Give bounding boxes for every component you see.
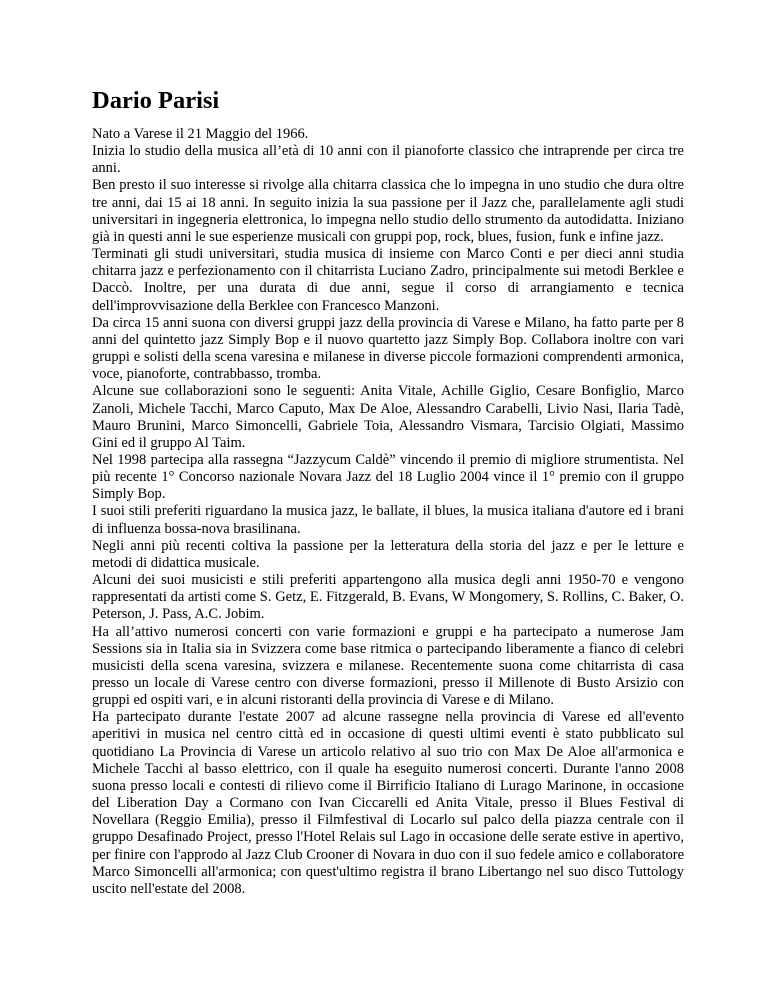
paragraph-birth: Nato a Varese il 21 Maggio del 1966. <box>92 126 309 142</box>
paragraph-styles: I suoi stili preferiti riguardano la musica jazz, le ballate, il blues, la musica italiana d'autore ed i brani di influenza bossa-nova brasilinana. <box>92 503 684 537</box>
paragraph-concerts: Ha all’attivo numerosi concerti con varie formazioni e gruppi e ha partecipato a numerose Jam Sessions sia in Italia sia in Svizzera come base ritmica o partecipando liberamente a fianco di celebri musicisti della scena varesina, svizzera e milanese. Recentemente suona come chitarrista di casa presso un locale di Varese centro con diverse formazioni, presso il Millenote di Busto Arsizio con gruppi ed ospiti vari, e in alcuni ristoranti della provincia di Varese e di Milano. <box>92 623 684 709</box>
paragraph-jazz-training: Terminati gli studi universitari, studia musica di insieme con Marco Conti e per dieci anni studia chitarra jazz e perfezionamento con il chitarrista Luciano Zadro, principalmente sui metodi Berklee e Daccò. Inoltre, per una durata di due anni, segue il corso di arrangiamento e tecnica dell'improvvisazione della Berklee con Francesco Manzoni. <box>92 246 684 314</box>
document-title: Dario Parisi <box>92 87 220 114</box>
paragraph-favorite-musicians: Alcuni dei suoi musicisti e stili preferiti appartengono alla musica degli anni 1950-70 e vengono rappresentati da artisti come S. Getz, E. Fitzgerald, B. Evans, W Mongomery, S. Rollins, C. Baker, O. Peterson, J. Pass, A.C. Jobim. <box>92 572 684 623</box>
paragraph-piano-studies: Inizia lo studio della musica all’età di 10 anni con il pianoforte classico che intraprende per circa tre anni. <box>92 143 684 177</box>
paragraph-awards: Nel 1998 partecipa alla rassegna “Jazzycum Caldè” vincendo il premio di migliore strumentista. Nel più recente 1° Concorso nazionale Novara Jazz del 18 Luglio 2004 vince il 1° premio con il gruppo Simply Bop. <box>92 451 684 503</box>
document-page <box>92 86 684 898</box>
paragraph-literature: Negli anni più recenti coltiva la passione per la letteratura della storia del jazz e per le letture e metodi di didattica musicale. <box>92 537 684 571</box>
paragraph-guitar-studies: Ben presto il suo interesse si rivolge alla chitarra classica che lo impegna in uno studio che dura oltre tre anni, dai 15 ai 18 anni. In seguito inizia la sua passione per il Jazz che, parallelamente agli studi universitari in ingegneria elettronica, lo impegna nello studio dello strumento da autodidatta. Iniziano già in questi anni le sue esperienze musicali con gruppi pop, rock, blues, fusion, funk e infine jazz. <box>92 177 684 245</box>
paragraph-events-2007-2008: Ha partecipato durante l'estate 2007 ad alcune rassegne nella provincia di Varese ed all'evento aperitivi in musica nel centro città ed in occasione di questi ultimi eventi è stato pubblicato sul quotidiano La Provincia di Varese un articolo relativo al suo trio con Max De Aloe all'armonica e Michele Tacchi al basso elettrico, con il quale ha eseguito numerosi concerti. Durante l'anno 2008 suona presso locali e contesti di rilievo come il Birrificio Italiano di Lurago Marinone, in occasione del Liberation Day a Cormano con Ivan Ciccarelli ed Anita Vitale, presso il Blues Festival di Novellara (Reggio Emilia), presso il Filmfestival di Locarlo sul palco della piazza centrale con il gruppo Desafinado Project, presso l'Hotel Relais sul Lago in occasione delle serate estive in apertivo, per finire con l'approdo al Jazz Club Crooner di Novara in duo con il suo fedele amico e collaboratore Marco Simoncelli all'armonica; con quest'ultimo registra il brano Libertango nel suo disco Tuttology uscito nell'estate del 2008. <box>92 709 684 897</box>
paragraph-groups: Da circa 15 anni suona con diversi gruppi jazz della provincia di Varese e Milano, ha fatto parte per 8 anni del quintetto jazz Simply Bop e il nuovo quartetto jazz Simply Bop. Collabora inoltre con vari gruppi e solisti della scena varesina e milanese in diverse piccole formazioni comprendenti armonica, voce, pianoforte, contrabbasso, tromba. <box>92 314 684 383</box>
paragraph-collaborations: Alcune sue collaborazioni sono le seguenti: Anita Vitale, Achille Giglio, Cesare Bonfiglio, Marco Zanoli, Michele Tacchi, Marco Caputo, Max De Aloe, Alessandro Carabelli, Livio Nasi, Ilaria Tadè, Mauro Brunini, Marco Simoncelli, Gabriele Toia, Alessandro Vismara, Tarcisio Olgiati, Massimo Gini ed il gruppo Al Taim. <box>92 383 684 451</box>
